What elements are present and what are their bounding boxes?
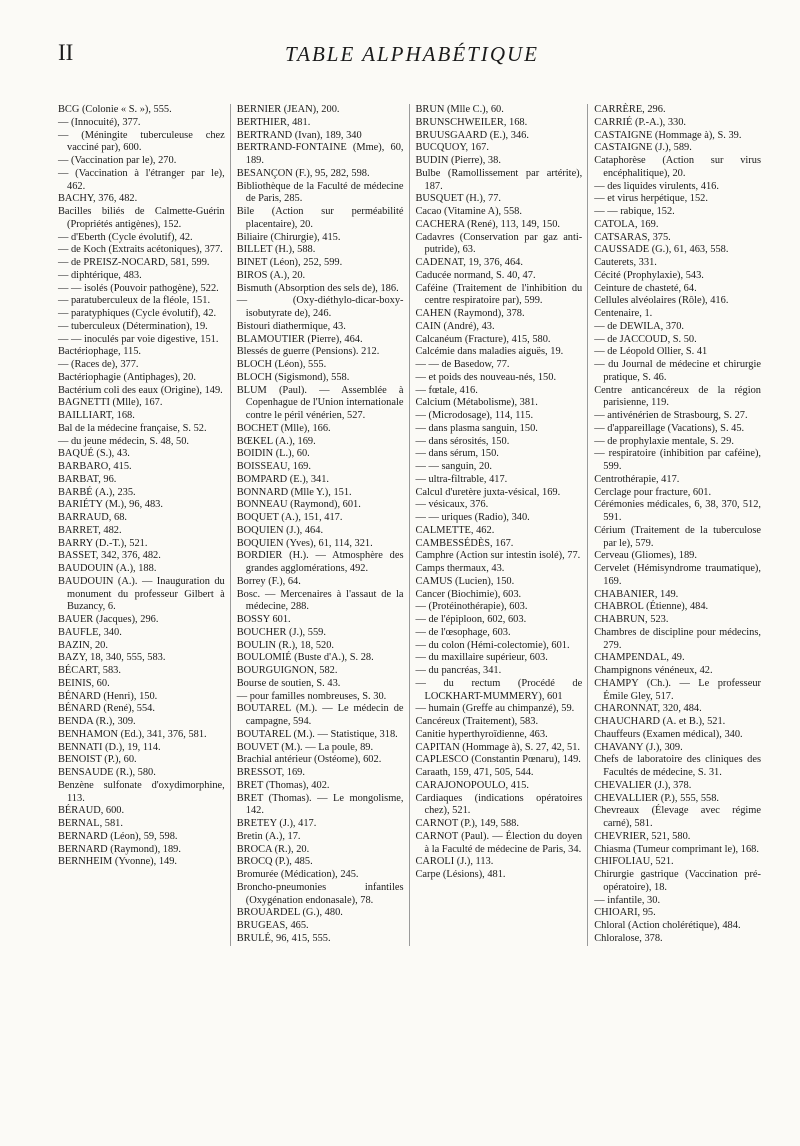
index-entry: BOSSY 601. (236, 614, 291, 625)
index-entry: — — rabique, 152. (594, 206, 675, 217)
index-entry: Chiasma (Tumeur comprimant le), 168. (594, 843, 759, 855)
index-entry: BARBÉ (A.), 235. (58, 486, 136, 498)
index-entry: BERNARD (Léon), 59, 598. (58, 830, 178, 842)
index-entry: CARNOT (P.), 149, 588. (415, 818, 519, 829)
index-entry: — pour familles nombreuses, S. 30. (236, 690, 387, 702)
index-entry: CARRIÉ (P.-A.), 330. (594, 116, 687, 128)
index-entry: BÉNARD (René), 554. (58, 703, 155, 715)
index-entry: Biliaire (Chirurgie), 415. (236, 231, 341, 243)
index-entry: — dans plasma sanguin, 150. (415, 422, 538, 434)
index-entry: CHIFOLIAU, 521. (594, 856, 674, 868)
index-entry: CHAMPY (Ch.). — Le professeur Émile Gley, 517. (594, 677, 761, 702)
index-entry: Calcémie dans maladies aiguës, 19. (415, 346, 564, 358)
index-entry: — de l'épiploon, 602, 603. (415, 614, 527, 625)
index-entry: — dans sérum, 150. (415, 448, 499, 460)
index-entry: CHABANIER, 149. (594, 588, 679, 600)
index-entry: — tuberculeux (Détermination), 19. (58, 320, 208, 332)
index-entry: Bacilles biliés de Calmette-Guérin (Propriétés antigènes), 152. (58, 206, 225, 230)
index-entry: CARNOT (Paul). — Élection du doyen à la Faculté de médecine de Paris, 34. (415, 830, 583, 855)
index-entry: Caducée normand, S. 40, 47. (415, 269, 536, 281)
index-entry: — (Vaccination par le), 270. (58, 155, 177, 166)
index-entry: CARRÈRE, 296. (594, 104, 666, 115)
index-entry: BOULIN (R.), 18, 520. (236, 639, 335, 651)
index-entry: CAMUS (Lucien), 150. (415, 575, 515, 587)
index-entry: Bistouri diathermique, 43. (236, 320, 346, 332)
index-entry: CHAVANY (J.), 309. (594, 741, 683, 753)
index-entry: Bretin (A.), 17. (236, 830, 301, 842)
index-entry: — (Oxy-diéthylo-dicar-boxy-isobutyrate de), 246. (236, 295, 404, 319)
index-entry: BORDIER (H.). — Atmosphère des grandes agglomérations, 492. (236, 550, 404, 574)
index-entry: BLOCH (Sigismond), 558. (236, 371, 350, 383)
index-entry: CAHEN (Raymond), 378. (415, 308, 525, 319)
index-entry: Cérémonies médicales, 6, 38, 370, 512, 591. (594, 499, 761, 523)
index-entry: — diphtérique, 483. (58, 269, 142, 281)
index-entry: Centenaire, 1. (594, 308, 653, 319)
index-entry: CHEVALIER (J.), 378. (594, 779, 692, 791)
index-entry: BOQUET (A.), 151, 417. (236, 512, 343, 523)
index-entry: Bromurée (Médication), 245. (236, 869, 359, 880)
index-entry: BERNIER (JEAN), 200. (236, 104, 340, 115)
index-entry: BENOIST (P.), 60. (58, 754, 137, 766)
index-entry: BAUFLE, 340. (58, 626, 122, 638)
index-entry: Calcium (Métabolisme), 381. (415, 397, 538, 409)
index-entry: CHABROL (Étienne), 484. (594, 601, 709, 613)
index-entry: BARRY (D.-T.), 521. (58, 537, 148, 549)
index-entry: Benzène sulfonate d'oxydimorphine, 113. (58, 779, 225, 804)
index-entry: Cérium (Traitement de la tuberculose par le), 579. (594, 524, 761, 549)
index-entry: Calcanéum (Fracture), 415, 580. (415, 333, 551, 345)
index-entry: — du pancréas, 341. (415, 665, 502, 676)
index-entry: BAGNETTI (Mlle), 167. (58, 397, 163, 409)
index-entry: BARRET, 482. (58, 524, 122, 536)
index-entry: Cancéreux (Traitement), 583. (415, 716, 539, 727)
index-entry: BRUGEAS, 465. (236, 920, 309, 931)
index-entry: — du Journal de médecine et chirurgie pratique, S. 46. (594, 359, 761, 383)
index-entry: CAROLI (J.), 113. (415, 856, 494, 868)
index-entry: CHAUCHARD (A. et B.), 521. (594, 716, 726, 727)
index-entry: — paratuberculeux de la fléole, 151. (58, 295, 211, 307)
index-entry: BAZIN, 20. (58, 639, 108, 651)
index-entry: CADENAT, 19, 376, 464. (415, 257, 523, 268)
index-entry: CASTAIGNE (J.), 589. (594, 142, 692, 154)
index-entry: — fœtale, 416. (415, 384, 478, 396)
index-entry: BASSET, 342, 376, 482. (58, 550, 161, 562)
index-entry: — infantile, 30. (594, 894, 661, 906)
index-entry: BOURGUIGNON, 582. (236, 665, 338, 676)
index-entry: — — inoculés par voie digestive, 151. (58, 333, 219, 345)
index-entry: Cacao (Vitamine A), 558. (415, 206, 522, 217)
index-entry: Chauffeurs (Examen médical), 340. (594, 728, 743, 740)
page-title: TABLE ALPHABÉTIQUE (285, 42, 539, 66)
index-entry: — antivénérien de Strasbourg, S. 27. (594, 410, 748, 421)
index-entry: — — isolés (Pouvoir pathogène), 522. (58, 282, 219, 294)
index-entry: BENDA (R.), 309. (58, 716, 136, 727)
index-entry: BÉNARD (Henri), 150. (58, 690, 158, 702)
index-entry: — d'Eberth (Cycle évolutif), 42. (58, 231, 193, 243)
index-entry: Cancer (Biochimie), 603. (415, 588, 522, 600)
index-entry: BINET (Léon), 252, 599. (236, 257, 343, 268)
page-header (58, 36, 766, 76)
index-entry: BRET (Thomas). — Le mongolisme, 142. (236, 792, 404, 817)
index-entry: BUSQUET (H.), 77. (415, 193, 502, 205)
index-entry: BARRAUD, 68. (58, 512, 127, 523)
index-entry: — ultra-filtrable, 417. (415, 473, 508, 485)
index-entry: — d'appareillage (Vacations), S. 45. (594, 422, 745, 434)
index-entry: — (Protéinothérapie), 603. (415, 601, 528, 613)
index-entry: — de JACCOUD, S. 50. (594, 333, 697, 345)
index-entry: CALMETTE, 462. (415, 524, 495, 536)
index-entry: BÉCART, 583. (58, 665, 121, 676)
index-entry: Bosc. — Mercenaires à l'assaut de la médecine, 288. (236, 588, 404, 613)
index-entry: — de DEWILA, 370. (594, 320, 684, 332)
index-entry: BOUTAREL (M.). — Le médecin de campagne, 594. (236, 703, 404, 727)
index-entry: BROUARDEL (G.), 480. (236, 907, 343, 919)
index-entry: BESANÇON (F.), 95, 282, 598. (236, 167, 370, 179)
index-entry: CHARONNAT, 320, 484. (594, 703, 702, 715)
index-entry: Cadavres (Conservation par gaz anti-putride), 63. (415, 231, 583, 256)
index-entry: BŒKEL (A.), 169. (236, 435, 316, 447)
index-entry: Carpe (Lésions), 481. (415, 869, 506, 880)
index-entry: — — sanguin, 20. (415, 461, 492, 472)
index-columns (58, 104, 766, 946)
index-entry: BEINIS, 60. (58, 677, 110, 689)
index-entry: BERTRAND-FONTAINE (Mme), 60, 189. (236, 142, 404, 166)
index-entry: — de Koch (Extraits acétoniques), 377. (58, 244, 223, 256)
index-entry: BERNHEIM (Yvonne), 149. (58, 856, 178, 868)
index-entry: Bactériophage, 115. (58, 346, 141, 358)
index-entry: CAMBESSÉDÈS, 167. (415, 537, 514, 549)
index-entry: Bal de la médecine française, S. 52. (58, 422, 207, 434)
index-entry: Borrey (F.), 64. (236, 575, 301, 587)
index-entry: BÉRAUD, 600. (58, 805, 125, 817)
index-entry: Chirurgie gastrique (Vaccination pré-opératoire), 18. (594, 869, 761, 893)
index-entry: BENHAMON (Ed.), 341, 376, 581. (58, 728, 207, 740)
index-entry: — et virus herpétique, 152. (594, 193, 708, 205)
index-entry: BENSAUDE (R.), 580. (58, 767, 156, 778)
index-entry: Bulbe (Ramollissement par artérite), 187. (415, 167, 583, 192)
index-entry: — respiratoire (inhibition par caféine), 599. (594, 448, 761, 472)
index-entry: BOUVET (M.). — La poule, 89. (236, 741, 374, 753)
index-entry: Broncho-pneumonies infantiles (Oxygénation endonasale), 78. (236, 881, 404, 906)
index-entry: Ceinture de chasteté, 64. (594, 282, 697, 294)
index-entry: — — uriques (Radio), 340. (415, 512, 530, 523)
page-number: II (58, 40, 74, 65)
index-entry: BCG (Colonie « S. »), 555. (58, 104, 172, 115)
index-entry: BOCHET (Mlle), 166. (236, 422, 331, 434)
index-entry: — (Microdosage), 114, 115. (415, 410, 534, 421)
index-entry: Chloral (Action cholérétique), 484. (594, 920, 741, 931)
index-entry: — (Innocuité), 377. (58, 116, 141, 128)
index-entry: Cataphorèse (Action sur virus encéphalitique), 20. (594, 155, 761, 179)
index-entry: Chloralose, 378. (594, 932, 663, 944)
index-entry: BAUDOUIN (A.), 188. (58, 563, 157, 574)
index-entry: Cauterets, 331. (594, 257, 657, 268)
index-column-1 (58, 104, 230, 946)
index-entry: CATSARAS, 375. (594, 231, 671, 243)
index-entry: CHAMPENDAL, 49. (594, 652, 685, 664)
index-entry: BUCQUOY, 167. (415, 142, 489, 154)
index-entry: — (Méningite tuberculeuse chez vacciné par), 600. (58, 129, 225, 154)
index-entry: Cerveau (Gliomes), 189. (594, 550, 697, 562)
index-entry: Cardiaques (indications opératoires chez), 521. (415, 792, 583, 817)
index-entry: CHEVALLIER (P.), 555, 558. (594, 792, 720, 804)
index-entry: BAUDOUIN (A.). — Inauguration du monument du professeur Gilbert à Buzancy, 6. (58, 575, 225, 613)
index-entry: BRUN (Mlle C.), 60. (415, 104, 504, 115)
index-entry: CASTAIGNE (Hommage à), S. 39. (594, 129, 742, 141)
index-entry: — dans sérosités, 150. (415, 435, 510, 447)
index-entry: BOMPARD (E.), 341. (236, 473, 330, 485)
index-entry: — du maxillaire supérieur, 603. (415, 652, 548, 664)
index-entry: — (Vaccination à l'étranger par le), 462. (58, 167, 225, 192)
index-entry: — de l'œsophage, 603. (415, 626, 511, 638)
index-entry: Cervelet (Hémisyndrome traumatique), 169. (594, 563, 761, 587)
index-entry: Chambres de discipline pour médecins, 279. (594, 626, 761, 651)
index-entry: Camphre (Action sur intestin isolé), 77. (415, 550, 581, 562)
index-entry: BIROS (A.), 20. (236, 269, 306, 281)
index-entry: CAUSSADE (G.), 61, 463, 558. (594, 244, 729, 256)
index-entry: BRESSOT, 169. (236, 767, 305, 778)
index-entry: BONNARD (Mlle Y.), 151. (236, 486, 352, 498)
index-entry: BERTRAND (Ivan), 189, 340 (236, 129, 362, 141)
index-entry: BERTHIER, 481. (236, 116, 311, 128)
index-entry: BONNEAU (Raymond), 601. (236, 499, 361, 511)
index-entry: Canitie hyperthyroïdienne, 463. (415, 728, 548, 740)
index-entry: Caraath, 159, 471, 505, 544. (415, 767, 534, 778)
index-entry: CAIN (André), 43. (415, 320, 495, 332)
index-entry: Calcul d'uretère juxta-vésical, 169. (415, 486, 561, 498)
index-entry: BOQUIEN (J.), 464. (236, 524, 324, 536)
index-entry: CAPLESCO (Constantin Pœnaru), 149. (415, 754, 581, 766)
index-entry: Cellules alvéolaires (Rôle), 416. (594, 295, 729, 307)
index-entry: Bibliothèque de la Faculté de médecine de Paris, 285. (236, 180, 404, 205)
index-entry: BROCQ (P.), 485. (236, 856, 313, 868)
index-entry: BAQUÉ (S.), 43. (58, 448, 130, 460)
index-entry: BLUM (Paul). — Assemblée à Copenhague de l'Union internationale contre le péril vénérien, 527. (236, 384, 404, 421)
index-entry: Bactériophagie (Antiphages), 20. (58, 371, 196, 383)
index-entry: BRET (Thomas), 402. (236, 779, 330, 791)
index-entry: Blessés de guerre (Pensions). 212. (236, 346, 380, 358)
index-entry: BOUTAREL (M.). — Statistique, 318. (236, 728, 398, 740)
index-entry: BLAMOUTIER (Pierre), 464. (236, 333, 363, 345)
index-entry: BRULÉ, 96, 415, 555. (236, 932, 331, 944)
index-entry: — des liquides virulents, 416. (594, 180, 719, 192)
index-entry: Centre anticancéreux de la région parisienne, 119. (594, 384, 761, 409)
index-entry: — du jeune médecin, S. 48, 50. (58, 435, 190, 447)
index-entry: Bile (Action sur perméabilité placentaire), 20. (236, 206, 404, 230)
index-entry: BAUER (Jacques), 296. (58, 614, 159, 625)
index-entry: — — de Basedow, 77. (415, 359, 510, 370)
index-entry: BOIDIN (L.), 60. (236, 448, 310, 460)
index-entry: CARAJONOPOULO, 415. (415, 779, 529, 791)
index-entry: BOULOMIÉ (Buste d'A.), S. 28. (236, 652, 374, 664)
index-entry: CACHERA (René), 113, 149, 150. (415, 218, 560, 230)
index-entry: BLOCH (Léon), 555. (236, 359, 327, 370)
index-entry: — paratyphiques (Cycle évolutif), 42. (58, 308, 217, 319)
index-column-2 (230, 104, 409, 946)
index-entry: BRUUSGAARD (E.), 346. (415, 129, 529, 141)
index-entry: BAZY, 18, 340, 555, 583. (58, 652, 166, 664)
index-entry: CHIOARI, 95. (594, 907, 656, 919)
index-entry: Camps thermaux, 43. (415, 563, 505, 574)
index-entry: — et poids des nouveau-nés, 150. (415, 371, 557, 383)
index-entry: BAILLIART, 168. (58, 410, 135, 421)
index-entry: BERNAL, 581. (58, 818, 123, 829)
index-entry: BARIÉTY (M.), 96, 483. (58, 499, 163, 511)
index-entry: Centrothérapie, 417. (594, 473, 680, 485)
index-entry: — vésicaux, 376. (415, 499, 489, 511)
index-column-4 (587, 104, 766, 946)
index-entry: BACHY, 376, 482. (58, 193, 138, 205)
index-entry: CHEVRIER, 521, 580. (594, 830, 691, 842)
index-entry: — humain (Greffe au chimpanzé), 59. (415, 703, 575, 715)
index-column-3 (409, 104, 588, 946)
index-entry: Caféine (Traitement de l'inhibition du centre respiratoire par), 599. (415, 282, 583, 307)
index-entry: — du colon (Hémi-colectomie), 601. (415, 639, 570, 651)
index-entry: BOUCHER (J.), 559. (236, 626, 326, 638)
index-entry: Cécité (Prophylaxie), 543. (594, 269, 704, 281)
index-entry: BENNATI (D.), 19, 114. (58, 741, 161, 753)
index-entry: — du rectum (Procédé de LOCKHART-MUMMERY), 601 (415, 677, 583, 702)
index-entry: — de Léopold Ollier, S. 41 (594, 346, 708, 358)
index-entry: CAPITAN (Hommage à), S. 27, 42, 51. (415, 741, 581, 753)
index-entry: CHABRUN, 523. (594, 614, 669, 625)
index-entry: — de PREISZ-NOCARD, 581, 599. (58, 257, 210, 268)
index-entry: BARBAT, 96. (58, 473, 117, 485)
index-entry: Bactérium coli des eaux (Origine), 149. (58, 384, 223, 396)
index-entry: Bismuth (Absorption des sels de), 186. (236, 282, 399, 294)
index-entry: Champignons vénéneux, 42. (594, 665, 713, 676)
index-entry: CATOLA, 169. (594, 218, 659, 230)
index-entry: BRETEY (J.), 417. (236, 818, 317, 829)
index-entry: — (Races de), 377. (58, 359, 139, 370)
index-entry: Brachial antérieur (Ostéome), 602. (236, 754, 382, 766)
index-entry: Chevreaux (Élevage avec régime carné), 581. (594, 805, 761, 829)
index-entry: — de prophylaxie mentale, S. 29. (594, 435, 734, 447)
index-entry: Cerclage pour fracture, 601. (594, 486, 712, 498)
index-entry: BARBARO, 415. (58, 461, 132, 472)
index-entry: BRUNSCHWEILER, 168. (415, 116, 528, 128)
index-entry: BILLET (H.), 588. (236, 244, 316, 256)
index-entry: Bourse de soutien, S. 43. (236, 677, 341, 689)
index-entry: BUDIN (Pierre), 38. (415, 155, 501, 166)
index-entry: BERNARD (Raymond), 189. (58, 843, 181, 855)
index-entry: Chefs de laboratoire des cliniques des Facultés de médecine, S. 31. (594, 754, 761, 778)
index-entry: BOQUIEN (Yves), 61, 114, 321. (236, 537, 373, 549)
index-entry: BOISSEAU, 169. (236, 461, 311, 472)
index-entry: BROCA (R.), 20. (236, 843, 310, 855)
